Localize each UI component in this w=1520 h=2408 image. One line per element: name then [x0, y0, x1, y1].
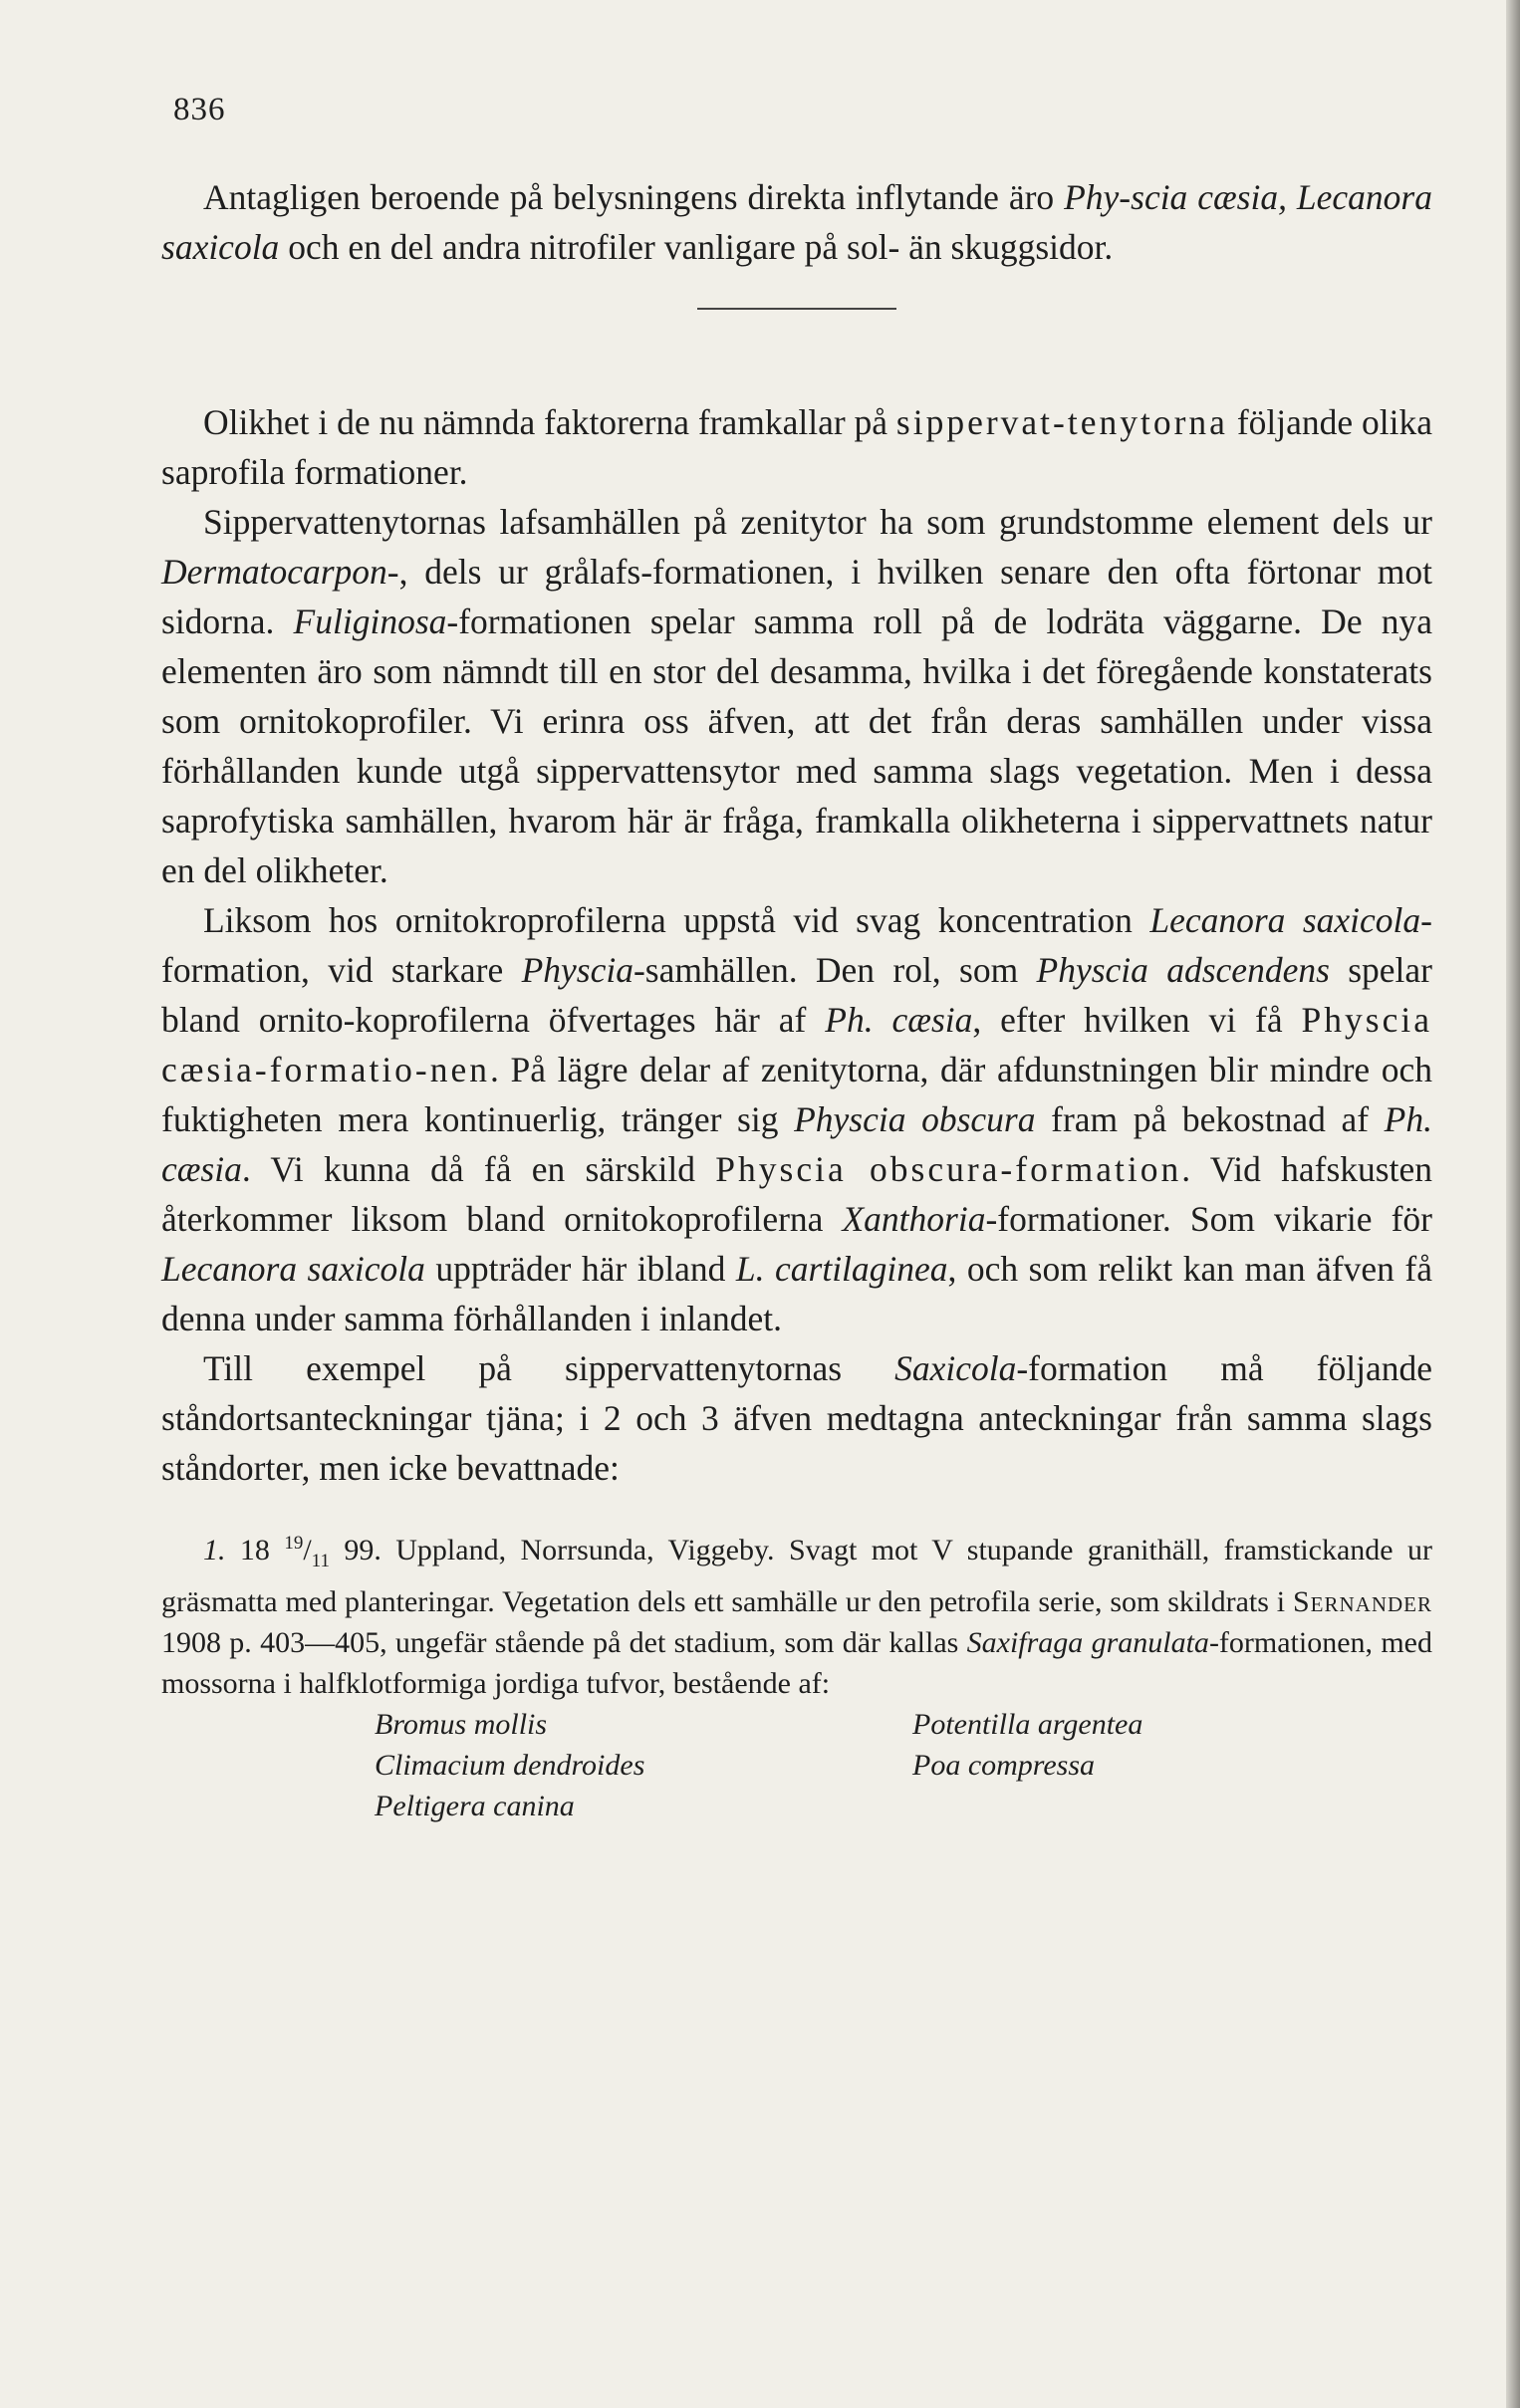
spaced-term: Physcia obscura-formation	[715, 1149, 1182, 1189]
text-run: , dels ur grålafs-formationen, i hvilken senare den ofta förtonar mot sidorna.	[161, 552, 1432, 641]
text-run: Sippervattenytornas lafsamhällen på zenitytor ha som grundstomme element dels ur	[203, 502, 1432, 542]
species-name: Dermatocarpon-	[161, 552, 399, 592]
species-item: Climacium dendroides	[375, 1749, 645, 1782]
text-run: . Vid hafskusten återkommer liksom bland ornitokoprofilerna	[161, 1149, 1432, 1239]
text-run: -formation, vid starkare	[161, 900, 1432, 990]
page-edge-shadow	[1506, 0, 1520, 2408]
species-name: Ph. cæsia	[161, 1099, 1432, 1189]
text-run: följande olika saprofila formationer.	[161, 402, 1432, 492]
text-run: Liksom hos ornitokroprofilerna uppstå vid svag koncentration	[203, 900, 1150, 940]
species-item: Peltigera canina	[375, 1790, 575, 1822]
text-run: -formationen, med mossorna i halfklotformiga jordiga tufvor, bestående af:	[161, 1626, 1432, 1700]
text-run: fram på bekostnad af	[1035, 1099, 1385, 1139]
species-item: Bromus mollis	[375, 1708, 548, 1741]
paragraph-3	[161, 497, 1432, 895]
note-number: 1.	[203, 1534, 226, 1566]
species-item: Potentilla argentea	[912, 1708, 1143, 1741]
text-run: . På lägre delar af zenitytorna, där afdunstningen blir mindre och fuktigheten mera kontinuerlig, tränger sig	[161, 1050, 1432, 1139]
species-item: Poa compressa	[912, 1749, 1096, 1782]
text-run: -formationer. Som vikarie för	[985, 1199, 1432, 1239]
spaced-term: sippervat-tenytorna	[895, 402, 1228, 442]
text-run: -samhällen. Den rol, som	[633, 950, 1037, 990]
species-list	[375, 1704, 1432, 1826]
species-name: Lecanora saxicola	[161, 1249, 425, 1289]
species-name: Fuliginosa	[293, 602, 447, 641]
site-note-1: 1. 18 $^{19}/_{11}$ 99. Uppland, Norrsunda, Viggeby. Svagt mot V stupande granithäll, framstickande ur gräsmatta med planteringar. Vegetation dels ett samhälle ur den petrofila serie, som skildrats i Sernander 1908 p. 403—405, ungefär stående på det stadium, som där kallas Saxifraga granulata-formationen, med mossorna i halfklotformiga jordiga tufvor, bestående af:	[161, 1533, 1432, 1700]
species-name: Ph. cæsia	[825, 1000, 973, 1040]
section-divider	[697, 308, 896, 310]
species-name: Lecanora saxicola	[1149, 900, 1421, 940]
text-run: -formationen spelar samma roll på de lodräta väggarne. De nya elementen äro som nämndt till en stor del desamma, hvilka i det föregående konstaterats som ornitokoprofiler. Vi erinra oss äfven, att det från deras samhällen under vissa förhållanden kunde utgå sippervattensytor med samma slags vegetation. Men i dessa saprofytiska samhällen, hvarom här är fråga, framkalla olikheterna i sippervattnets natur en del olikheter.	[161, 602, 1432, 890]
page-number: 836	[173, 92, 226, 127]
species-name: Physcia	[521, 950, 633, 990]
note-date-month-num: 19	[284, 1533, 304, 1554]
text-run: uppträder här ibland	[424, 1249, 736, 1289]
author-name: Sernander	[1292, 1585, 1432, 1618]
page-body	[161, 92, 1432, 1826]
text-run: . Vi kunna då få en särskild	[241, 1149, 716, 1189]
paragraph-2	[161, 397, 1432, 497]
species-name: Physcia adscendens	[1036, 950, 1330, 990]
species-name: Saxifraga granulata	[966, 1626, 1209, 1659]
spaced-term: Physcia cæsia-formatio-nen	[161, 1000, 1432, 1089]
species-name: Phy-scia cæsia, Lecanora saxicola	[161, 177, 1432, 267]
note-date-year: 99.	[344, 1534, 381, 1566]
species-name: L. cartilaginea	[735, 1249, 948, 1289]
text-run: Olikhet i de nu nämnda faktorerna framkallar på	[203, 402, 896, 442]
text-run: spelar bland ornito-koprofilerna öfvertages här af	[161, 950, 1432, 1040]
text-run: och en del andra nitrofiler vanligare på sol- än skuggsidor.	[279, 227, 1114, 267]
paragraph-4	[161, 895, 1432, 1343]
text-run: 1908 p. 403—405, ungefär stående på det stadium, som där kallas	[161, 1626, 967, 1659]
species-name: Xanthoria	[842, 1199, 986, 1239]
text-run: , och som relikt kan man äfven få denna under samma förhållanden i inlandet.	[161, 1249, 1432, 1338]
species-name: Saxicola	[894, 1348, 1017, 1388]
text-run: Uppland, Norrsunda, Viggeby. Svagt mot V stupande granithäll, framstickande ur gräsmatta med planteringar. Vegetation dels ett samhälle ur den petrofila serie, som skildrats i	[161, 1534, 1432, 1618]
note-date-day: 18	[239, 1534, 270, 1566]
text-run: , efter hvilken vi få	[972, 1000, 1302, 1040]
note-date-month-den: 11	[311, 1551, 330, 1571]
text-run: Till exempel på sippervattenytornas	[203, 1348, 895, 1388]
species-name: Physcia obscura	[794, 1099, 1036, 1139]
text-run: Antagligen beroende på belysningens direkta inflytande äro	[203, 177, 1065, 217]
text-run: -formation må följande ståndortsanteckningar tjäna; i 2 och 3 äfven medtagna anteckningar från samma slags ståndorter, men icke bevattnade:	[161, 1348, 1432, 1488]
paragraph-1	[161, 172, 1432, 272]
paragraph-5	[161, 1343, 1432, 1493]
